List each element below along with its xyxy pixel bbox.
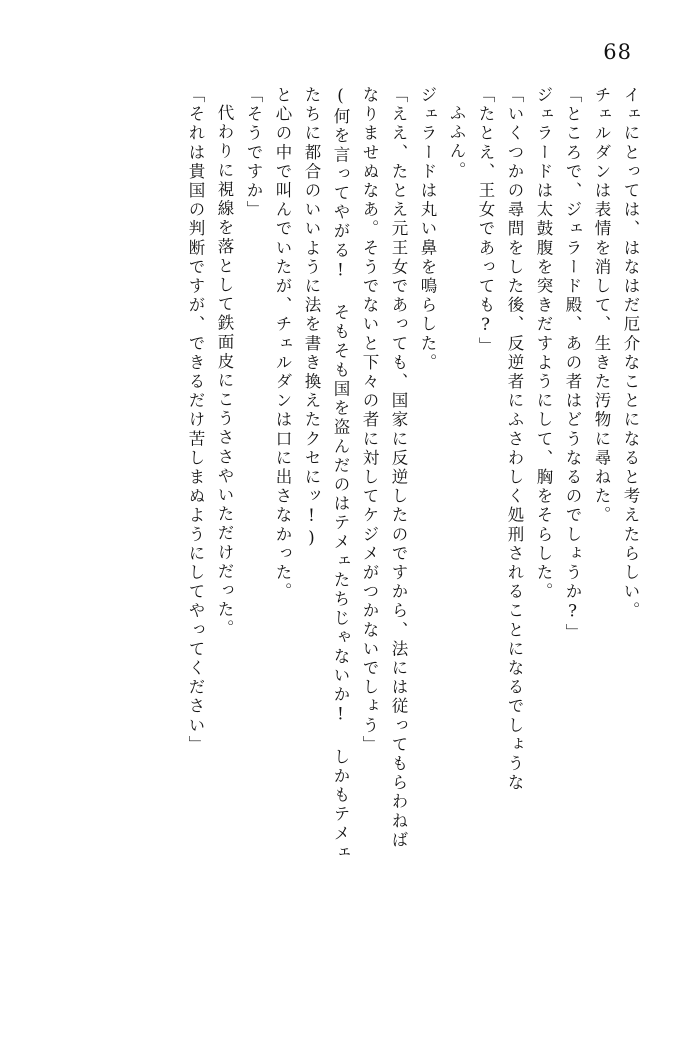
text-line: 「それは貴国の判断ですが、できるだけ苦しまぬようにしてやってください」 <box>186 86 205 755</box>
text-line: 「ええ、たとえ元王女であっても、国家に反逆したのですから、法には従ってもらわねば <box>389 86 408 850</box>
page-number: 68 <box>603 40 632 64</box>
text-line: 代わりに視線を落として鉄面皮にこうささやいただけだった。 <box>215 104 234 639</box>
text-line: たちに都合のいいように法を書き換えたクセにッ!) <box>302 86 321 550</box>
text-line: 「ところで、ジェラード殿、あの者はどうなるのでしょうか?」 <box>563 86 582 643</box>
text-line: ジェラードは太鼓腹を突きだすようにして、胸をそらした。 <box>534 86 553 602</box>
text-line: なりませぬなあ。そうでないと下々の者に対してケジメがつかないでしょう」 <box>360 86 379 755</box>
text-line: と心の中で叫んでいたが、チェルダンは口に出さなかった。 <box>273 86 292 602</box>
text-line: 「たとえ、王女であっても?」 <box>476 86 495 356</box>
text-line: ジェラードは丸い鼻を鳴らした。 <box>418 86 437 373</box>
text-line: 「いくつかの尋問をした後、反逆者にふさわしく処刑されることになるでしょうな <box>505 86 524 793</box>
text-line: ふふん。 <box>447 104 466 181</box>
text-line: イェにとっては、はなはだ厄介なことになると考えたらしい。 <box>621 86 640 621</box>
text-line: チェルダンは表情を消して、生きた汚物に尋ねた。 <box>592 86 611 526</box>
text-line: 「そうですか」 <box>244 86 263 220</box>
text-line: (何を言ってやがる! そもそも国を盗んだのはテメェたちじゃないか! しかもテメェ <box>331 86 350 863</box>
vertical-body-text <box>62 86 638 980</box>
